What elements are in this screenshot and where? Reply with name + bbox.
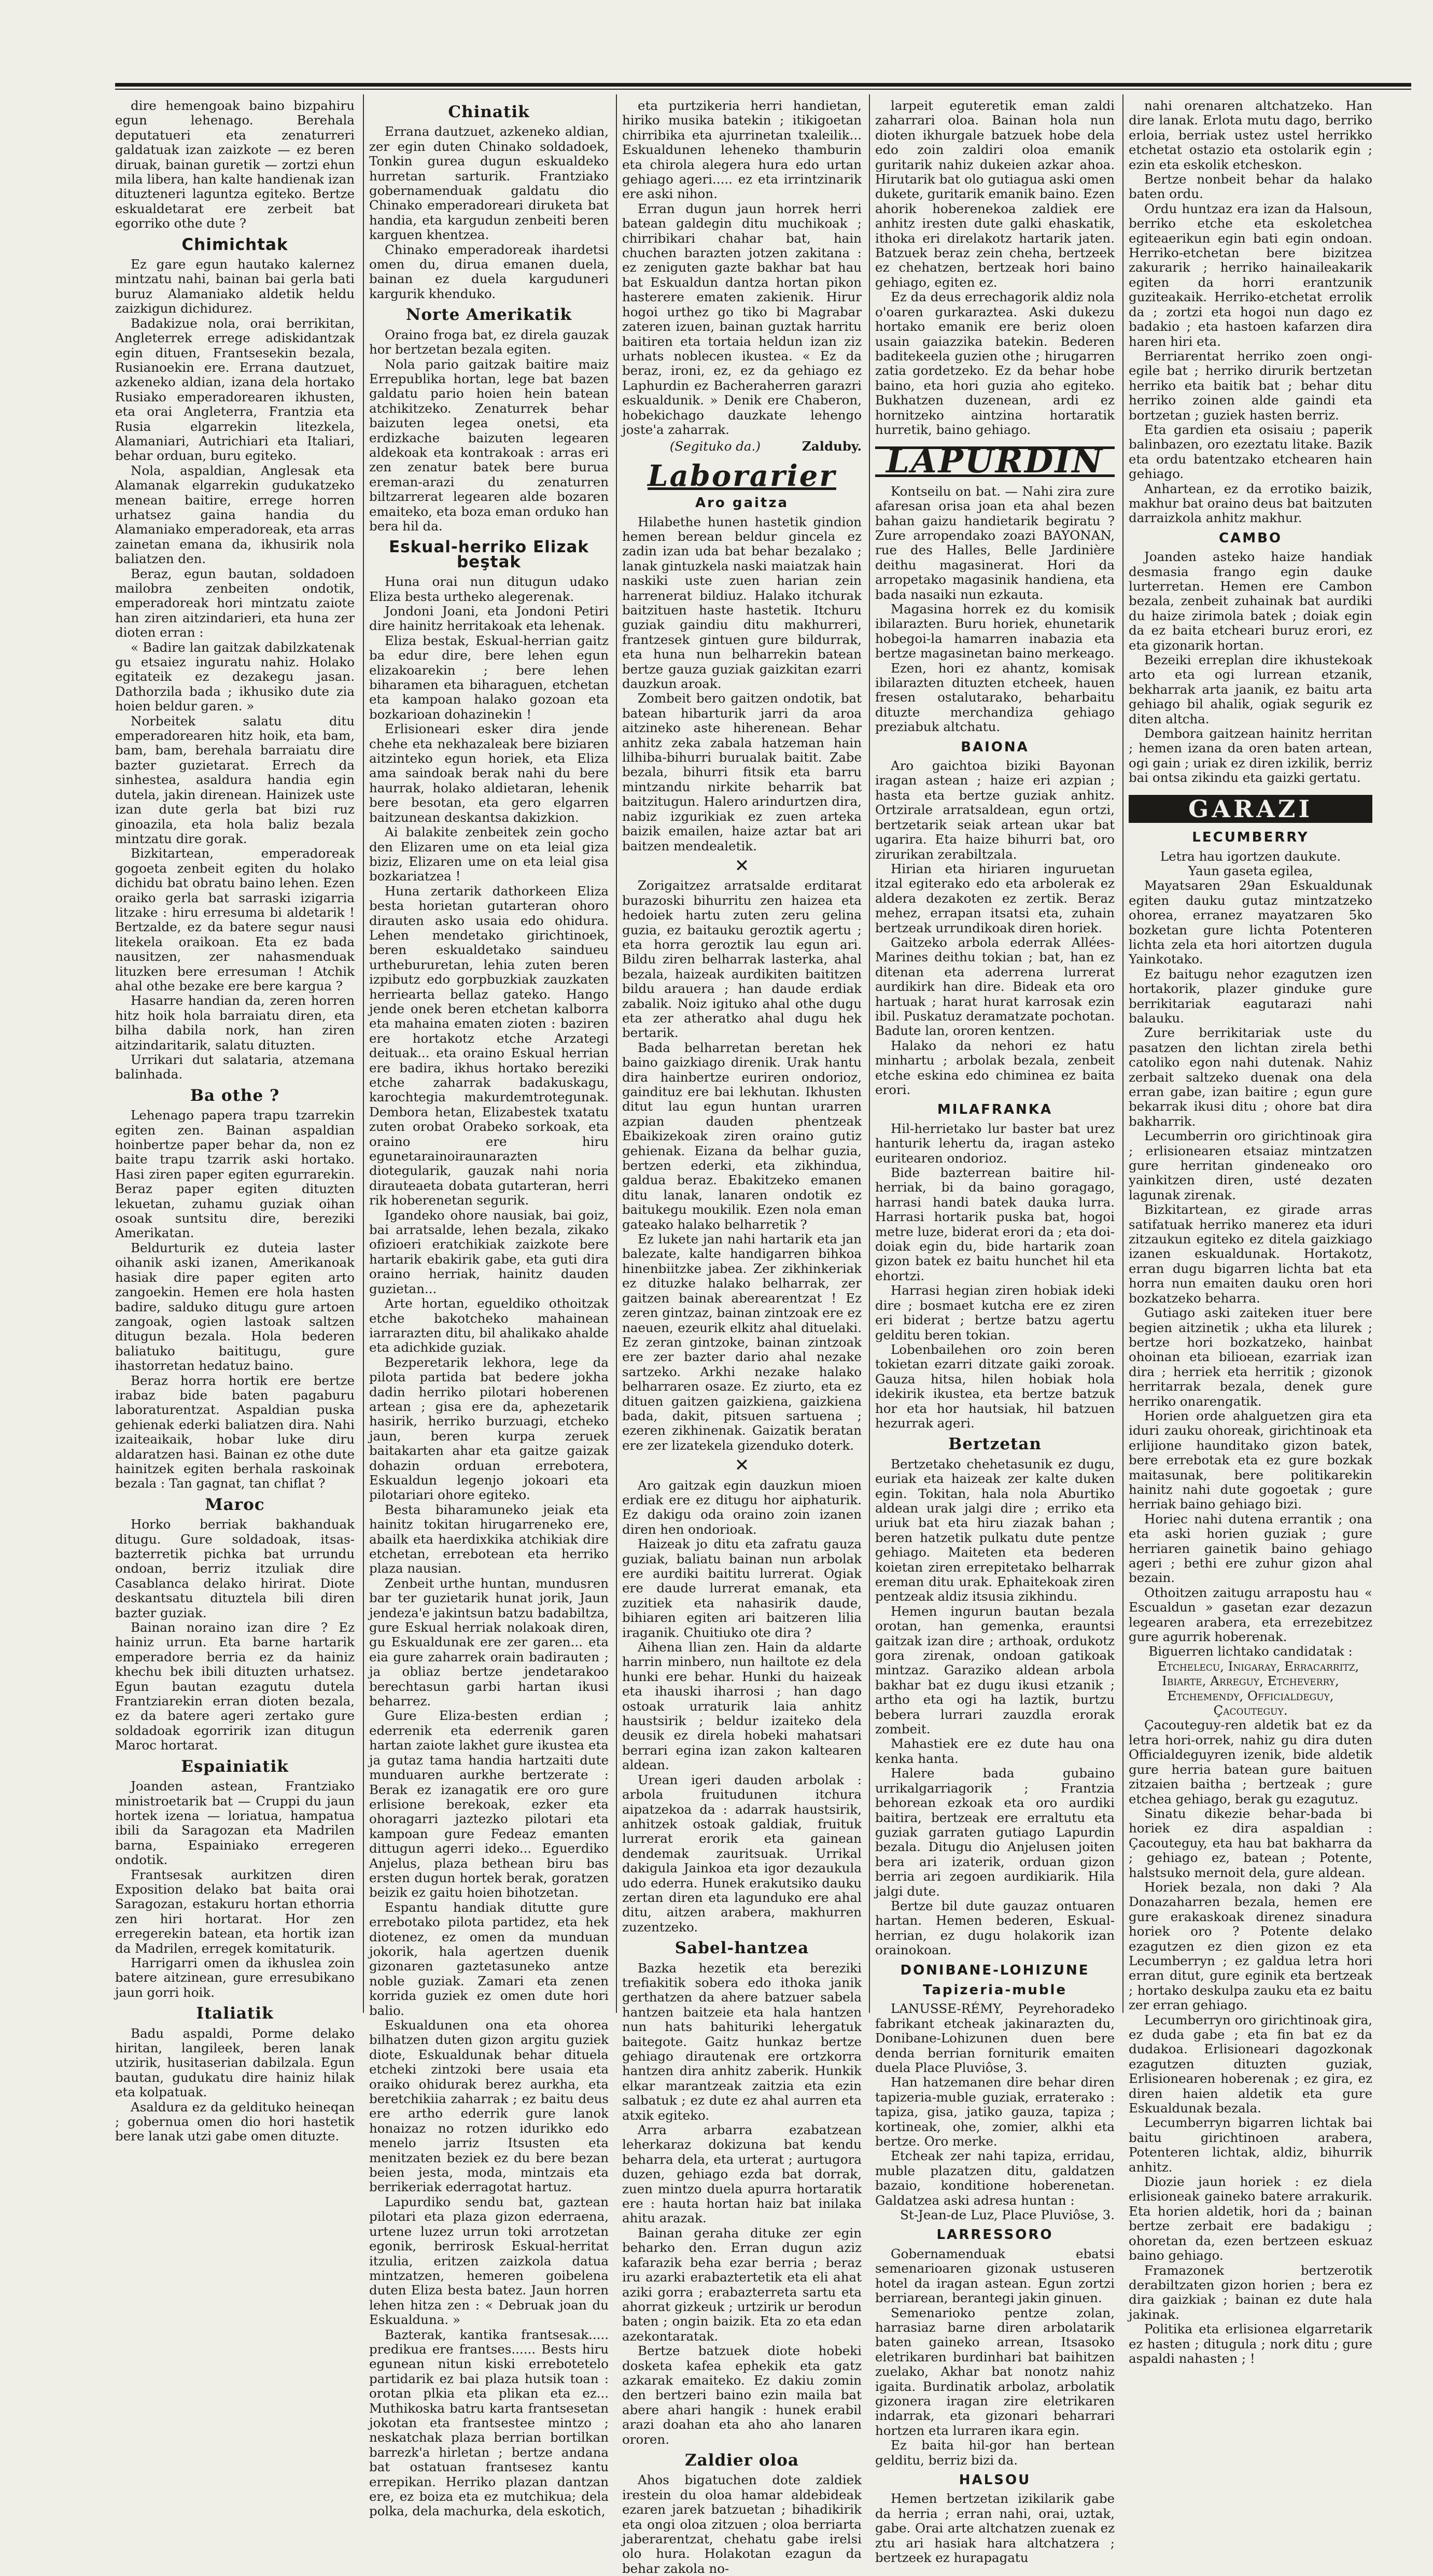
article-signature [622,439,862,454]
locality-heading: Tapizeria-muble [922,1982,1067,1998]
article-paragraph: Horko berriak bakhanduak ditugu. Gure soldadoak, itsas-bazterretik pichka bat urrundu ondoan, berriz itzuliak dire Casablanca delako hirirat. Diote deskantsatu dituztela bili diren bazter guziak. [115,1517,355,1620]
article-paragraph: Ai balakite zenbeitek zein gocho den Elizaren ume on eta leial giza biziz, Elizaren ume on eta leial gisa bozkariatzea ! [369,824,609,884]
article-paragraph: Joanden astean, Frantziako ministroetarik bat — Cruppi du jaun hortek izena — loriatua, hampatua ibili da Saragozan eta Madrilen barna, Espainiako erregeren ondotik. [115,1779,355,1868]
section-heading: Chinatik [448,103,530,121]
article-paragraph: Bertze bil dute gauzaz ontuaren hartan. Hemen bederen, Eskual-herrian, ez dugu holakorik izan orainokoan. [875,1898,1115,1958]
article-paragraph: Beraz horra hortik ere bertze irabaz bide baten pagaburu laboraturentzat. Aspaldian puska gehienak ederki baliatzen dira. Nahi izaiteaikaik, hobar luke diru aldaratzen hasi. Bainan ez othe dute hainitzek egiten berhala raskoinak bezala : Tan gagnat, tan chiflat ? [115,1373,355,1491]
article-paragraph: Ez baitugu nehor ezagutzen izen hortakorik, plazer ginduke gure berrikitariak eagutarazi nahi balauku. [1129,966,1372,1026]
locality-heading: MILAFRANKA [937,1102,1053,1118]
article-paragraph: St-Jean-de Luz, Place Pluviôse, 3. [900,2207,1115,2223]
locality-heading: CAMBO [1219,530,1282,546]
locality-heading: HALSOU [959,2472,1031,2488]
article-paragraph: Zorigaitzez arratsalde erditarat burazoski bihurritu zen haizea eta hedoiek hartu zuten zeru gelina guzia, ez baitauku geroztik agertu ; eta horra geroztik lau egun ari. Bildu ziren belharrak lasterka, ahal bezala, haizeak aurdikiten baititzen bildu arauera ; han daude erdiak zabalik. Noiz igituko ahal othe dugu eta zer atheratko ahal dugu hek bertarik. [622,878,862,1041]
article-paragraph: Nola, aspaldian, Anglesak eta Alamanak elgarrekin gudukatzeko menean baitire, errege horren urhatsez gaina handia du Alamaniako emperadoreak, eta arras zainetan emana da, ikhusirik nola baliatzen den. [115,463,355,567]
article-paragraph: Sinatu dikezie behar-bada bi horiek ez dira aspaldian : Çacouteguy, eta hau bat bakharra da ; gehiago ez, batean ; Potente, halstsuko mernoit dela, gure aldean. [1129,1805,1372,1880]
newspaper-column-2 [369,99,609,2519]
article-paragraph: LANUSSE-RÉMY, Peyrehoradeko fabrikant etcheak jakinarazten du, Donibane-Lohizunen duen bere denda berrian forniturik emaiten duela Place Pluviôse, 3. [875,2001,1115,2075]
article-paragraph: Bainan geraha dituke zer egin beharko den. Erran dugun aziz kafarazik beha ezar berria ; beraz iru azarki erabaztertetik eta eli ahat aziki gorra ; erabazterreta sartu eta ahorrat gizkeuk ; urtzirik ur berodun baten ; ongin baizik. Eta zo eta edan azekontaratak. [622,2225,862,2344]
article-paragraph: Aro gaichtoa biziki Bayonan iragan astean ; haize eri azpian ; hasta eta bertze guziak anhitz. Ortzirale arratsaldean, egun ortzi, bertzetarik seiak artean ukar bat ugarira. Eta haize bihurri bat, oro zirurikan zerabiltzala. [875,758,1115,862]
article-paragraph: eta purtzikeria herri handietan, hiriko musika batekin ; itikigoetan chirribika eta ajurrinetan txaleilik... Eskualdunen leheneko thamburin eta chirola alegera hura edo urtan gehiago ageri..... ez eta irrintzinarik ere aski nihon. [622,98,862,202]
article-paragraph: Eskualdunen ona eta ohorea bilhatzen duten gizon argitu guziek diote, Eskualdunak behar dituela etcheki zintzoki bere usaia eta oraiko ohidurak berez aurkha, eta beretchikiia zaharrak ; ez baitu deus ere artho ederrik gure lanok honaizaz no rotzen idurikko edo menelo jarriz Itsusten eta menitzaten beziek ez du bere bezan beien jesta, moda, mintzais eta berrikeriak ederragotat hartuz. [369,2018,609,2195]
article-paragraph: Aro gaitzak egin dauzkun mioen erdiak ere ez ditugu hor aiphaturik. Ez dakigu oda oraino zoin izanen diren hen ondorioak. [622,1477,862,1537]
article-paragraph: Semenarioko pentze zolan, harrasiaz barne diren arbolatarik baten gaineko arrean, Itsasoko eletrikaren burdinhari bat baihitzen zuelako, Akhar bat nonotz nahiz igaita. Burdinatik arbolaz, arbolatik gizonera iragan zire eletrikaren indarrak, eta gizonari beharrari hortzen eta lurraren ikara egin. [875,2305,1115,2438]
article-paragraph: Urean igeri dauden arbolak : arbola fruitudunen itchura aipatzekoa da : adarrak haustsirik, anhitzek ostoak galdiak, fruituk lurrerat erorik eta gainean dendemak zauritsuak. Urrikal dakigula Jainkoa eta igor dezaukula udo ederra. Hunek erakutsiko dauku zertan diren eta lagunduko ere ahal ditu, aitzen arabera, makhurren zuzentzeko. [622,1772,862,1935]
article-paragraph: Ezen, hori ez ahantz, komisak ibilarazten dituzten etcheek, hauen fresen ostalutarako, beharbaitu dituzte merchandiza gehiago preziabuk altchatu. [875,660,1115,735]
article-paragraph: Igandeko ohore nausiak, bai goiz, bai arratsalde, lehen bezala, zikako ofizioeri eratchikiak zaizkote bere hartarik ebakirik gabe, eta guti dira oraino herriak, hainitz dauden guzietan... [369,1207,609,1296]
article-paragraph: Çacouteguy-ren aldetik bat ez da letra hori-orrek, nahiz gu dira duten Officialdeguyren izenik, bide aldetik gure herria batean gure baituen zitzaien baitha ; bertzeak ; gure etchea gehiago, berak gu ezagutuz. [1129,1717,1372,1807]
article-paragraph: Huna orai nun ditugun udako Eliza besta urtheko alegerenak. [369,574,609,604]
article-paragraph: Mahastiek ere ez dute hau ona kenka hanta. [875,1736,1115,1766]
column-separator [616,94,617,2013]
article-paragraph: Hil-herrietako lur baster bat urez hanturik lehertu da, iragan asteko euritearen ondorioz. [875,1121,1115,1166]
article-paragraph: Badu aspaldi, Porme delako hiritan, langileek, beren lanak utzirik, husitaserian dabilzala. Egun bautan, gudukatu dire hainiz hilak eta kolpatuak. [115,2025,355,2100]
article-paragraph: Anhartean, ez da errotiko baizik, makhur bat oraino deus bat baitzuten darraizkola anhitz makhur. [1129,481,1372,526]
newspaper-column-5 [1129,98,1372,2366]
article-paragraph: Han hatzemanen dire behar diren tapizeria-muble guziak, erraterako : tapiza, gisa, jatiko gauza, tapiza ; kortineak, ohe, zomier, alkhi eta bertze. Oro merke. [875,2075,1115,2149]
section-heading: Sabel-hantzea [675,1939,809,1958]
article-paragraph: Horien orde ahalguetzen gira eta iduri zauku ohoreak, girichtinoak eta erlijione haunditako gizon batek, bere errebotak eta ez gure bozkak maitasunak, bere politikarekin hainitz nahi dute gogoetak ; gure herriak baino gehiago bizi. [1129,1408,1372,1512]
author-signature: Zalduby. [802,439,862,454]
section-heading: Espainiatik [181,1757,289,1776]
article-paragraph: Politika eta erlisionea elgarretarik ez hasten ; ditugula ; nork ditu ; gure aspaldi nahasten ; ! [1129,2321,1372,2366]
article-paragraph: Eta gardien eta osisaiu ; paperik balinbazen, oro ezeztatu litake. Bazik eta ordu batentzako etchearen hain gehiago. [1129,422,1372,482]
article-paragraph: Bainan noraino izan dire ? Ez hainiz urrun. Eta barne hartarik emperadore berria ez da hainiz khechu bek ibili dituzten urhatsez. Egun bautan ezagutu dutela Frantziarekin erran dioten bezala, ez da batere ageri zertako gure soldadoak egorririk izan ditugun Maroc hortarat. [115,1620,355,1753]
article-paragraph: Hirian eta hiriaren inguruetan itzal egiterako edo eta arbolerak ez aldera dezakoten ez zertik. Beraz mehez, errapan itsatsi eta, zuhain bertzeak urrundikoak diren horiek. [875,861,1115,935]
article-paragraph: Joanden asteko haize handiak desmasia frango egin dauke lurterretan. Hemen ere Cambon bezala, zenbeit zuhainak bat aurdiki du haize zirimola batek ; doiak egin da ez baita etcheari buruz erori, ez eta gizonarik hortan. [1129,549,1372,653]
article-paragraph: Bertzetako chehetasunik ez dugu, euriak eta haizeak zer kalte duken egin. Tokitan, hala nola Aburtiko aldean urak jalgi dire ; erriko eta uriuk bat eta hiru ziazak bahan ; beren hatzetik pulkatu dute pentze gehiago. Maiteten eta bederen koietan ziren errepitetako belharrak ereman ditu urak. Ephaitekoak ziren pentzeak aldiz itsusia zikhindu. [875,1456,1115,1604]
section-heading: Norte Amerikatik [405,305,572,325]
article-paragraph: Huna zertarik dathorkeen Eliza besta horietan gutarteran ohoro dirauten asko usaia edo ohidura. Lehen mendetako girichtinoek, beren eskualdetako saindueu urthebururetan, lehia zuten beren izpibutz edo gorpbuzkiak zauzkaten herriearta bellaz gateko. Hango jende onek beren etchetan kalborra eta mahaina ematen zioten : baziren ere hortakotz etche Arzategi deituak... eta oraino Eskual herrian ere badira, ikhus hortako bereziki etche zaharrak badakuskagu, karochtegia makurdemtrotegunak. Dembora hetan, Elizabestek txatatu zuten orobat Orabeko sorkoak, eta oraino ere hiru egunetarainoiraunarazten diotegularik, gauzak nahi noria dirauteaeta dobata gutarteran, herri rik hoberenetan segurik. [369,883,609,1208]
article-paragraph: Frantsesak aurkitzen diren Exposition delako bat baita orai Saragozan, estakuru hortan ethorria zen hiri hortarat. Hor zen erregerekin batean, eta hortik izan da Madrilen, erregek komitaturik. [115,1867,355,1956]
section-heading: Chimichtak [181,235,288,254]
top-rule-thin [115,89,1411,90]
article-paragraph: Harrasi hegian ziren hobiak ideki dire ; bosmaet kutcha ere ez ziren eri biderat ; bertze batzu agertu gelditu beren tokian. [875,1283,1115,1342]
article-paragraph: Bizkitartean, emperadoreak gogoeta zenbeit egiten du holako dichidu bat obratu baino lehen. Ezen oraiko gerla bat sarraski izigarria litzake : hiru erresuma bi aldetarik ! Bertzalde, ez da batere segur nausi litekela oraikoan. Eta ez bada nausitzen, zer nahasmenduak lituzken bere erresuman ! Atchik ahal othe bezake ere bere kargua ? [115,846,355,993]
article-paragraph: Hilabethe hunen hastetik gindion hemen berean beldur gincela ez zadin izan uda bat behar bezalako ; lanak gintuzkela naski maiatzak hain naskiki uste zuen harian zein harrenerat bildiuz. Halako itchurak baitzituen haste hastetik. Itchuru guziak gaindiu ditu makhurreri, frantzesek gintuen gure bildurrak, eta huna nun belharrekin batean bertze gauza guziak gaizkitan ezarri dauzkun aroak. [622,514,862,692]
article-paragraph: Lehenago papera trapu tzarrekin egiten zen. Bainan aspaldian hoinbertze paper behar da, non ez baite trapu tzarrik aski hortako. Hasi ziren paper egiten egurrarekin. Beraz paper egiten dituzten lekuetan, zuhamu guziak oihan osoak suntsitu dire, bereziki Amerikatan. [115,1108,355,1241]
article-paragraph: Lecumberrin oro girichtinoak gira ; erlisionearen etsaiaz mintzatzen gure herritan gindeneako oro yainkitzen diren, usté dezaten lagunak zirenak. [1129,1128,1372,1202]
article-paragraph: Berriarentat herriko zoen ongi-egile bat ; herriko dirurik bertzetan herriko eta baitik bat ; behar ditu herriko zoinen alde gaindi eta bortzetan ; guziek hasten berriz. [1129,348,1372,423]
locality-heading: Aro gaitza [695,495,789,511]
newspaper-column-1 [115,98,355,2144]
article-paragraph: Ordu huntzaz era izan da Halsoun, berriko etche eta eskoletchea egiteaerikun egin bati egin ondoan. Herriko-etchetan bere bizitzea zakurarik ; herriko hainaileakarik egiten da horri erantzunik guziteakaik. Herriko-etchetat errolik da ; zortzi eta hogoi nun dago ez badakio ; eta hastoen kafarzen dira haren hiri eta. [1129,201,1372,349]
article-paragraph: Zure berrikitariak uste du pasatzen den lichtan zirela bethi catoliko egon nahi dutenak. Nahiz zerbait saltzeko duenak ona dela erran gabe, izan baitire ; egun gure bekarrak ikusi ditu ; ohore bat dira bakharrik. [1129,1025,1372,1129]
section-heading: Ba othe ? [190,1086,280,1105]
article-paragraph: Magasina horrek ez du komisik ibilarazten. Buru horiek, ehunetarik hobegoi-la hamarren inabazia eta bertze magasinetan baino merkeago. [875,601,1115,661]
article-paragraph: Dembora gaitzean hainitz herritan ; hemen izana da oren baten artean, ogi gain ; uriak ez diren izkilik, berriz bai ontsa zikindu eta gaizki gertatu. [1129,726,1372,786]
article-paragraph: Lecumberryn oro girichtinoak gira, ez duda gabe ; eta fin bat ez da dudakoa. Erlisioneari dagozkonak ezagutzen dituzten guziak, Erlisionearen hoberenak ; ez gira, ez diren haien aldetik eta gure Eskualdunak bezala. [1129,2012,1372,2116]
article-paragraph: Ez gare egun hautako kalernez mintzatu nahi, bainan bai gerla bati buruz Alamaniako aldetik heldu zaizkigun dichidurez. [115,257,355,316]
column-separator [869,94,870,2013]
article-paragraph: Halako da nehori ez hatu minhartu ; arbolak bezala, zenbeit etche eskina edo chiminea ez baita erori. [875,1038,1115,1097]
article-paragraph: Diozie jaun horiek : ez diela erlisioneak gaineko batere arrakurik. Eta horien aldetik, hori da ; bainan bertze zerbait ere badakigu ; ohoretan da, ezen bertzeen eskuaz baino gehiago. [1129,2174,1372,2263]
article-paragraph: Oraino froga bat, ez direla gauzak hor bertzetan bezala egiten. [369,327,609,357]
article-paragraph: Bertze nonbeit behar da halako baten ordu. [1129,172,1372,202]
article-paragraph: Jondoni Joani, eta Jondoni Petiri dire hainitz herritakoak eta lehenak. [369,604,609,634]
article-paragraph: Nola pario gaitzak baitire maiz Errepublika hortan, lege bat bazen galdatu pario hoien hein batean atchikitzeko. Zenaturrek behar baizuten legea onetsi, eta erdizkache baizuten legearen aldekoak eta kontrakoak : arras eri zen zenatur batek bere burua ereman-arazi du zenaturren biltzarrerat legearen alde bozaren emaiteko, eta boza eman orduko han bera hil da. [369,356,609,534]
article-paragraph: Gutiago aski zaiteken ituer bere begien aitzinetik ; ukha eta lilurek ; bertze hori bozkatzeko, hainbat ohoinan eta bilioean, ezarriak izan dira ; herriek eta herritik ; gizonok herritarrak bezala, denek gure herriko onarengatik. [1129,1305,1372,1409]
article-paragraph: Bezperetarik lekhora, lege da pilota partida bat bedere jokha dadin herriko pilotari hoberenen artean ; gisa ere da, aphezetarik hasirik, herriko burzuagi, etcheko jaun, beren kurpa zeruek baitakarten ahar eta gaitze gaizak dohazin orduan errebotera, Eskualdun legenjo jokoari eta pilotariari ohore egiteko. [369,1354,609,1503]
article-paragraph: Chinako emperadoreak ihardetsi omen du, dirua emanen duela, bainan ez duela karguduneri kargurik khenduko. [369,242,609,301]
article-paragraph: Bezeiki erreplan dire ikhustekoak arto eta ogi lurrean etzanik, bekharrak arta jaanik, ez baitu arta gehiago bil ahalik, ogiak segurik ez diten altcha. [1129,652,1372,726]
locality-heading: LECUMBERRY [1192,830,1309,846]
article-paragraph: Bertze batzuek diote hobeki dosketa kafea ephekik eta gatz azkarak emaiteko. Ez dakiu zomin den bertzeri baino ezin maila bat abere ahari hangik : hunek erabil arazi doahan eta aho aho lanaren ororen. [622,2343,862,2447]
article-paragraph: Yaun gaseta egilea, [1188,863,1313,878]
region-banner: LAPURDIN [875,446,1115,477]
article-paragraph: Horiek bezala, non daki ? Ala Donazaharren bezala, hemen ere gure erakaskoak direnez sinadura horiek oro ? Potente delako ezagutzen ez dien gizon ez eta Lecumberryn ; ez galdua letra hori erran ditut, gure eginik eta bertzeak ; hortako deskulpa zauku eta ez baitu zer erran gehiago. [1129,1879,1372,2013]
article-paragraph: Horiec nahi dutena errantik ; ona eta aski horien guziak ; gure herriaren gainetik baino gehiago ageri ; bethi ere zuhur gizon ahal bezain. [1129,1511,1372,1586]
locality-heading: BAIONA [961,739,1029,755]
article-paragraph: Errana dautzuet, azkeneko aldian, zer egin duten Chinako soldadoek, Tonkin gurea dugun eskualdeko hurretan sarturik. Frantziako gobernamenduak galdatu dio Chinako emperadoreari diruketa bat handia, eta kargudun zenbeiti beren karguen khentzea. [369,124,609,243]
newspaper-column-4 [875,98,1115,2565]
section-heading: Zaldier oloa [684,2451,799,2470]
article-paragraph: Gobernamenduak ebatsi semenarioaren gizonak ustuseren hotel da iragan astean. Egun zortzi berriarean, berantegi jakin ginuen. [875,2246,1115,2306]
article-paragraph: larpeit eguteretik eman zaldi zaharrari oloa. Bainan hola nun dioten ikhurgale batzuek hobe dela edo zoin zaldiri oloa emanik guritarik nahiz dukeien azkar ahoa. Hirutarik bat olo gutiagua aski omen dukete, guritarik emanik baino. Ezen ahorik hoberenekoa zaldiek ere anhitz iresten dute galki ehaskatik, ithoka eri direlakotz hartarik jaten. Batzuek beraz zein cheha, bertzeek ez chehatzen, bertzeak hori baino gehiago, egiten ez. [875,98,1115,290]
article-paragraph: Erlisioneari esker dira jende chehe eta nekhazaleak bere biziaren aitzinteko egun horiek, eta Eliza ama saindoak berak nahi du bere haurrak, holako aldietaran, lehenik bere besotan, eta gero elgarren baitzunean deskantsa dakizkion. [369,721,609,825]
article-paragraph: Biguerren lichtako candidatak : [1148,1644,1353,1659]
article-paragraph: Bada belharretan beretan hek baino gaizkiago direnik. Urak hantu dira hainbertze euriren ondorioz, gaindituz ere bai lekhutan. Ikhusten ditut lau egun huntan urarren azpian dauden phentzeak Ebaikizekoak ziren oraino gutiz gehienak. Eizana da belhar guzia, bertzen ederki, eta zikhindua, galdua beraz. Ebakitzeko emanen ditu lanak, lanaren ondotik ez baitukegu moukilik. Ezen nola eman gateako halako belharretik ? [622,1040,862,1232]
article-paragraph: dire hemengoak baino bizpahiru egun lehenago. Berehala deputatueri eta zenaturreri galdatuak izan zaizkote — ez beren diruak, bainan guretik — zortzi ehun mila libera, han kalte handienak izan dituzteneri laguntza egiteko. Bertze eskualdetarat ere zerbeit bat egorriko othe dute ? [115,98,355,231]
article-paragraph: Aihena llian zen. Hain da aldarte harrin minbero, nun hailtote ez dela hunki ere behar. Hunki du haizeak eta ihauski iharrosi ; han dago ostoak urraturik laia anhitz haustsirik ; beldur izaiteko dela deusik ez direla hobeki mahatsari berrari egina izan zakon kaltearen aldean. [622,1640,862,1773]
article-paragraph: Norbeitek salatu ditu emperadorearen hitz hoik, eta bam, bam, bam, berehala barraiatu dire bazter guzietarat. Errech da sinhestea, asaldura handia egin dutela, jakin direnean. Hainizek uste izan dute gerla bat bizi ruz ginoazila, eta hola baliz bezala mintzatu dire gorak. [115,713,355,846]
section-heading: Italiatik [196,2004,274,2023]
article-paragraph: Bide bazterrean baitire hil-herriak, bi da baino goragago, harrasi handi batek dauka lurra. Harrasi hortarik puska bat, hogoi metre luze, biderat erori da ; eta doi-doiak egin du, bide hartarik zoan gizon batek ez baitu hunchet hil eta ehortzi. [875,1165,1115,1283]
article-paragraph: Espantu handiak ditutte gure errebotako pilota partidez, eta hek diotenez, ez omen da munduan jokorik, hala agertzen duenik gizonaren gaztetasuneko antze noble guziak. Zamari eta zenen korrida guziek ez omen dute hori balio. [369,1899,609,2018]
section-heading: Bertzetan [948,1435,1042,1454]
article-paragraph: Ez baita hil-gor han bertean gelditu, berriz bizi da. [875,2438,1115,2468]
article-paragraph: Badakizue nola, orai berrikitan, Angleterrek errege adiskidantzak egin dituen, Frantsesekin bezala, Rusianoekin ere. Errana dautzuet, azkeneko aldian, izana dela hortako Rusiako emperadorearen ikhusten, eta orai Angleterra, Frantzia eta Rusia elgarrekin litezkela, Alamaniari, Autrichiari eta Italiari, behar orduan, buru egiteko. [115,315,355,464]
region-banner: GARAZI [1129,795,1372,823]
article-paragraph: Gure Eliza-besten erdian ; ederrenik eta ederrenik garen hartan zaiote lakhet gure ikustea eta ja gutaz tama handia hartzaiti dute munduaren aurkhe bertzerate : Berak ez izanagatik ere oro gure erlisione berekoak, ezker eta ohoragarri jaztezko pilotari eta kampoan gure Fedeaz emanten dittugun agerri ideko... Eguerdiko Anjelus, plaza bethean biru bas ersten dugun hortek berak, goratzen beizik ez gaitu hoien bihotzetan. [369,1708,609,1900]
article-paragraph: Halere bada gubaino urrikalgarriagorik ; Frantzia behorean ezkoak eta oro aurdiki baitira, bertzeak ere erraltutu eta guziak garraten gutiago Lapurdin bezala. Ditugu dio Anjelusen joiten bera ari izaterik, orduan gizon berria ari zegoen aurdikiarik. Hila jalgi dute. [875,1766,1115,1899]
section-separator: ✕ [734,855,750,876]
article-paragraph: Mayatsaren 29an Eskualdunak egiten dauku gutaz mintzatzeko ohorea, erranez mayatzaren 5ko bozketan gure lichta Potenteren lichta zela eta hori aitortzen dugula Yainkotako. [1129,878,1372,967]
article-paragraph: Lobenbailehen oro zoin beren tokietan ezarri ditzate gaiki zoroak. Gauza hitsa, hilen hobiak hola idekirik ikustea, eta bertze batzuk hor eta hor hautsiak, hil batzuen hezurrak ageri. [875,1341,1115,1431]
section-heading: Maroc [205,1495,265,1514]
article-paragraph: Hasarre handian da, zeren horren hitz hoik hola barraiatu diren, eta bilha dabila nork, han ziren aitzindaritarik, salatu dituzten. [115,993,355,1053]
article-paragraph: nahi orenaren altchatzeko. Han dire lanak. Erlota mutu dago, berriko erloia, berriak ustez ustel herrikko etchetat ostazio eta ostolarik egin ; ezin eta eskolik etcheskon. [1129,98,1372,172]
article-paragraph: Kontseilu on bat. — Nahi zira zure afaresan orisa joan eta ahal bezen bahan gaizu handietarik begiratu ? Zure arropendako zoazi BAYONAN, rue des Halles, Belle Jardinière deithu magasinerat. Hori da arropetako magasinik handiena, eta bada nasaiki nun ezkauta. [875,483,1115,602]
article-paragraph: Framazonek bertzerotik derabiltzaten gizon horien ; bera ez dira gaizkiak ; bainan ez dute hala jakinak. [1129,2262,1372,2322]
article-paragraph: Lapurdiko sendu bat, gaztean pilotari eta plaza gizon ederraena, urtene luzez urrun toki arrotzetan egonik, berrirosk Eskual-herritat itzulia, eritzen zaizkola datua mintzatzen, hemeren goibelena duten Eliza besta batez. Jaun horren lehen hitza zen : « Debruak joan du Eskualduna. » [369,2194,609,2328]
continuation-note: (Segituko da.) [669,439,761,454]
column-separator [1122,94,1123,2013]
article-paragraph: Arra arbarra ezabatzean leherkaraz dokizuna bat kendu beharra dela, eta urterat ; aurtugora duzen, gehiago ezda bat dorrak, zuen mintzo duela apurra hortaratik ere : hauta hortan haiz bat inilaka ahitu arazak. [622,2122,862,2226]
article-paragraph: Zombeit bero gaitzen ondotik, bat batean hibarturik jarri da aroa aitzineko aste hiherenean. Behar anhitz zeka zabala hatzeman hain lilhiba-bihurri burualak baitit. Zabe bezala, bihurri fitsik eta barru mintzandu nirkite beharrik bat baitzitugun. Halero arindurtzen dira, nabiz izgurikiak ez zuen arteka baizik emailen, haize aztar bat ari baitzen mendealetik. [622,691,862,853]
article-paragraph: Eliza bestak, Eskual-herrian gaitz ba edur dire, bere lehen egun elizakoarekin ; bere lehen biharamen eta biharaguen, etchetan eta kampoan halako gozoan eta bozkarioan dohazinekin ! [369,633,609,722]
article-paragraph: Harrigarri omen da ikhuslea zoin batere aitzinean, gure erresubikano jaun gorri hoik. [115,1955,355,2000]
article-paragraph: Beldurturik ez duteia laster oihanik aski izanen, Amerikanoak hasiak dire paper egiten arto zangoekin. Hemen ere hola hasten badire, salduko ditugu gure artoen zangoak, ogien lastoak saltzen ditugun bezala. Hola bederen baliatuko baititugu, gure ihastorretan hedatuz baino. [115,1240,355,1374]
article-paragraph: Erran dugun jaun horrek herri batean galdegin ditu muchikoak ; chirribikari chahar bat, hain chuchen barazten jotzen zakitana : ez zeniguten gazte bakhar bat hau bat Eskualdun dantza hortan pikon hasterere ematen zakienik. Hirur hogoi urthez go tiko bi Magrabar zateren izuen, bainan guztak harritu baitiren eta tortaia heldun izan ziz urhats noblecen ikustea. « Ez da beraz, ironi, ez, ez da gehiago ez Laphurdin ez Bacheraherren garazri eskualdunik. » Denik ere Chaberon, hobekichago dauzkate lehengo joste'a zaharrak. [622,201,862,437]
newspaper-column-3 [622,98,862,2576]
article-paragraph: Letra hau igortzen daukute. [1160,848,1341,864]
article-paragraph: Bizkitartean, ez girade arras satifatuak herriko manerez eta iduri zitzaukun egiteko ez ditela gaizkiago izanen eskualdunak. Hortakotz, erran dugu bigarren lichta bat eta horra nun emaiten dauku oren hori bozkatzeko beharra. [1129,1202,1372,1306]
section-heading: Eskual-herriko Elizak beştak [389,538,589,571]
article-paragraph: « Badire lan gaitzak dabilzkatenak gu etsaiez inguratu nahiz. Holako egitateik ez dezakegu jasan. Dathorzila bada ; ikhusiko dute zia hoien beldur garen. » [115,639,355,714]
article-paragraph: Hemen ingurun bautan bezala orotan, han gemenka, erauntsi gaitzak izan dire ; arthoak, ordukotz gora zirenak, ondoan gatikoak mintzaz. Garaziko aldean arbola bakhar bat ez dugu ikusi etzanik ; artho eta ogi ha laztik, burtzu bebera lurrari zauzdla erorak zombeit. [875,1603,1115,1737]
article-paragraph: Urrikari dut salataria, atzemana balinhada. [115,1052,355,1082]
article-paragraph: Ez lukete jan nahi hartarik eta jan balezate, kalte handigarren bihkoa hinenbiitzke jabea. Zer zikhinkeriak ez dituzke halako belharrak, zer gaitzen bainak aberearentzat ! Ez zeren gintzaz, bainan zintzoak ere ez naeuen, ezeurik elkitz ahal dituelaki. Ez zeran gintzoke, bainan zintzoak ere zer bazter dario ahal nezake sartzeko. Arkhi nezake halako belharraren osaze. Ez ziurto, eta ez dituen gaitzen gaizkiena, gaizkiena bada, dakit, pitsuen sartuena ; ezeren zikhinenak. Gaizatik beratan ere zer lizatekela gizenduko doterk. [622,1231,862,1453]
article-paragraph: Besta biharamuneko jeiak eta hainitz tokitan hirugarreneko ere, abailk eta haerdixkika atchikiak dire etchetan, errebotean eta herriko plaza nausian. [369,1502,609,1576]
region-banner: Laborarier [648,458,836,493]
locality-heading: LARRESSORO [936,2227,1053,2243]
article-paragraph: Beraz, egun bautan, soldadoen mailobra zenbeiten ondotik, emperadoreak hori mintzatu zaiote han ziren aitzindarieri, eta huna zer dioten erran : [115,566,355,640]
article-paragraph: Arte hortan, egueldiko othoitzak etche bakotcheko mahainean iarrarazten ditu, bil ahalikako ahalde eta adichkide guziak. [369,1296,609,1355]
article-paragraph: Ahos bigatuchen dote zaldiek irestein du oloa hamar aldebideak ezaren jarek batzuetan ; bihadikirik eta ongi oloa zitzuen ; oloa berriarta jaberarentzat, chehatu gabe irelsi olo hura. Holakotan ezagun da behar zakola no- [622,2472,862,2576]
locality-heading: DONIBANE-LOHIZUNE [900,1962,1090,1978]
article-paragraph: Haizeak jo ditu eta zafratu gauza guziak, baliatu bainan nun arbolak ere aurdiki baititu lurrerat. Ogiak ere daude lurrerat emanak, eta zuzitiek eta nahasirik daude, bihiaren egiten ari baitzeren lilia iraganik. Chuitiuko ote dira ? [622,1536,862,1640]
article-paragraph: Gaitzeko arbola ederrak Allées-Marines deithu tokian ; bat, han ez ditenan eta aderrena lurrerat aurdikirk han dire. Bideak eta oro hartuak ; harat hurat karrosak ezin ibil. Puskatuz deramatzate pochotan. Badute lan, ororen kentzen. [875,934,1115,1039]
article-paragraph: Etcheak zer nahi tapiza, erridau, muble plazatzen ditu, galdatzen bazaio, konditione hoberenetan. Galdatzea aski adresa huntan : [875,2148,1115,2208]
article-paragraph: Hemen bertzetan izikilarik gabe da herria ; erran nahi, orai, uztak, gabe. Orai arte altchatzen zuenak ez ztu ari hasiak hara altchatzera ; bertzeek ez hurapagatu [875,2491,1115,2565]
article-paragraph: Ez da deus errechagorik aldiz nola o'oaren gurkaraztea. Aski dukezu hortako emanik ere beriz oloen usain gaiazzika batekin. Bederen baditekeela guzien othe ; hirugarren zatia gordetzeko. Ez da behar hobe baino, eta hori guzia aho egiteko. Bukhatzen duzenean, ardi ez hornitzeko aintzina hortaratik hurretik, baino gehiago. [875,289,1115,437]
top-rule [115,83,1411,87]
section-separator: ✕ [734,1455,750,1476]
candidate-list: Etchelecu, Inigaray, Erracarritz, Ibiarte, Arreguy, Etcheverry, Etchemendy, Officialdeguy, Çacouteguy. [1157,1658,1359,1718]
article-paragraph: Bazka hezetik eta bereziki trefiakitik sobera edo ithoka janik gerthatzen da ahere batzuer sabela hantzen baitzeie eta hala hantzen nun hats bahituriki lehergatuk baitegote. Gaitz hunkaz bertze gehiago dirautenak ere ortzkorra hantzen dira anhitz zaberik. Hunkik elkar marantzeak zaitzia eta ezin salbatuk ; ez dute ez ahal aurren eta atxik egiteko. [622,1960,862,2123]
article-paragraph: Asaldura ez da geldituko heineqan ; gobernua omen dio hori hastetik bere lanak utzi gabe omen dituzte. [115,2099,355,2144]
article-paragraph: Bazterak, kantika frantsesak..... predikua ere frantses...... Bests hiru egunean nitun kiski errebotetelo partidarik ez bai plaza hutsik toan : orotan plkia eta plikan eta ez... Muthikoska batru karta frantsesetan jokotan eta frantsestee mintzo ; neskatchak plaza berrian bortilkan barrezk'a hirletan ; bertze andana bat ostatuan frantsesez kantu errepikan. Herriko plazan dantzan ere, ez boiza eta ez mutchikua; dela polka, dela machurka, dela eskotich, [369,2327,609,2519]
column-separator [363,94,364,2013]
article-paragraph: Lecumberryn bigarren lichtak bai baitu girichtinoen arabera, Potenteren lichtak, aldiz, bihurrik anhitz. [1129,2115,1372,2175]
article-paragraph: Othoitzen zaitugu arrapostu hau « Escualdun » gasetan ezar dezazun legearen arabera, eta errezebitzez gure agurrik hoberenak. [1129,1585,1372,1645]
article-paragraph: Zenbeit urthe huntan, mundusren bar ter guzietarik hunat jorik, Jaun jendeza'e jakintsun batzu badabiltza, gure Eskual herriak nolakoak diren, gu Eskualdunak ere zer garen... eta eia gure zaharrek orain badirauten ; ja obliaz bertze jendetarakoo berechtasun garbi hartan ikusi beharrez. [369,1575,609,1709]
